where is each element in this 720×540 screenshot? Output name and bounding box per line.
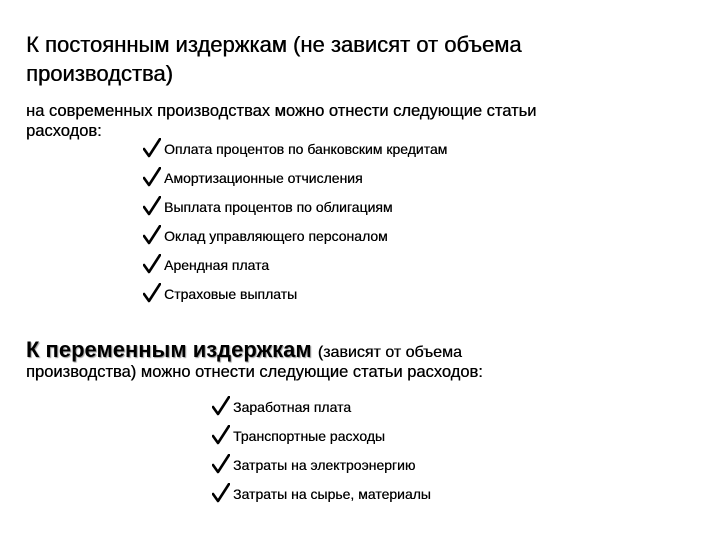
variable-costs-heading-bold: К переменным издержкам <box>26 337 312 362</box>
list-item-text: Амортизационные отчисления <box>164 170 363 186</box>
list-item-text: Арендная плата <box>164 257 270 273</box>
list-item <box>143 277 447 306</box>
list-item-text: Страховые выплаты <box>164 286 298 302</box>
checkmark-icon <box>212 396 230 416</box>
fixed-costs-intro-line1: на современных производствах можно отнести следующие статьи <box>26 102 537 120</box>
list-item-text: Затраты на электроэнергию <box>233 457 416 473</box>
fixed-costs-list <box>143 132 447 306</box>
variable-costs-heading-rest: (зависят от объема <box>317 344 462 361</box>
fixed-costs-heading <box>26 30 666 88</box>
list-item <box>143 190 447 219</box>
list-item <box>143 161 447 190</box>
list-item <box>212 419 431 448</box>
fixed-costs-heading-line2: производства) <box>26 61 173 86</box>
list-item <box>143 248 447 277</box>
list-item-text: Оплата процентов по банковским кредитам <box>164 141 448 157</box>
list-item <box>143 132 447 161</box>
checkmark-icon <box>212 483 230 503</box>
list-item-text: Выплата процентов по облигациям <box>164 199 393 215</box>
checkmark-icon <box>143 167 161 187</box>
checkmark-icon <box>212 425 230 445</box>
list-item-text: Оклад управляющего персоналом <box>164 228 388 244</box>
checkmark-icon <box>143 283 161 303</box>
variable-costs-list <box>212 390 431 506</box>
fixed-costs-heading-line1: К постоянным издержкам (не зависят от объема <box>26 32 522 57</box>
list-item-text: Транспортные расходы <box>233 428 385 444</box>
checkmark-icon <box>143 138 161 158</box>
variable-costs-intro: производства) можно отнести следующие статьи расходов: <box>26 363 483 381</box>
list-item <box>212 477 431 506</box>
list-item <box>212 390 431 419</box>
list-item <box>143 219 447 248</box>
checkmark-icon <box>143 254 161 274</box>
checkmark-icon <box>143 196 161 216</box>
list-item-text: Затраты на сырье, материалы <box>233 486 431 502</box>
fixed-costs-intro-line2: расходов: <box>26 122 102 140</box>
checkmark-icon <box>212 454 230 474</box>
list-item-text: Заработная плата <box>233 399 351 415</box>
list-item <box>212 448 431 477</box>
checkmark-icon <box>143 225 161 245</box>
